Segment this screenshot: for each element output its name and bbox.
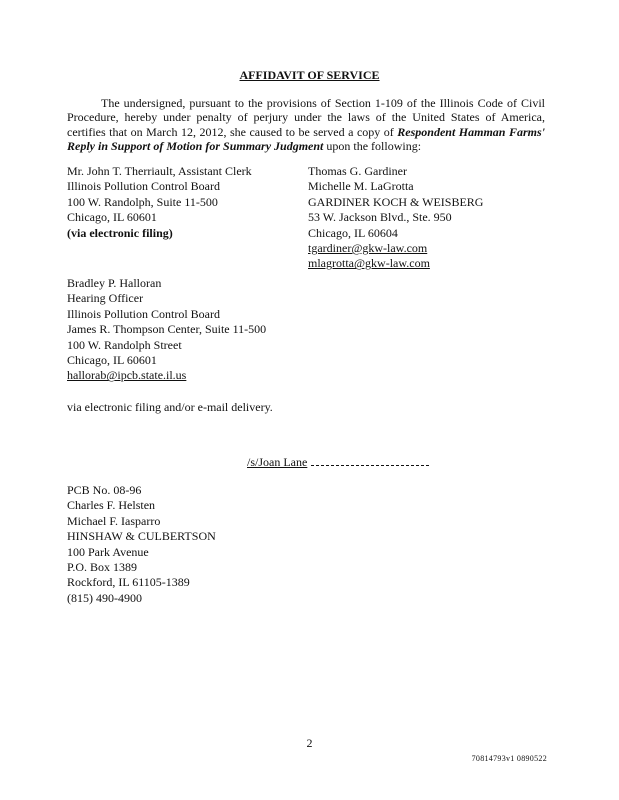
intro-text-after: upon the following: <box>323 138 422 153</box>
signature-line <box>247 455 429 469</box>
recipient-clerk <box>67 164 252 241</box>
hearing-officer-city: Chicago, IL 60601 <box>67 353 157 368</box>
document-id: 70814793v1 0890522 <box>471 754 547 763</box>
intro-paragraph <box>67 96 545 153</box>
recipient-counsel-address: 53 W. Jackson Blvd., Ste. 950 <box>308 210 452 225</box>
recipient-counsel <box>308 164 483 272</box>
footer-city: Rockford, IL 61105-1389 <box>67 575 190 590</box>
footer-phone: (815) 490-4900 <box>67 590 142 605</box>
hearing-officer-title: Hearing Officer <box>67 291 144 306</box>
recipient-clerk-delivery: (via electronic filing) <box>67 225 173 240</box>
recipient-counsel-firm: GARDINER KOCH & WEISBERG <box>308 194 484 209</box>
footer-street: 100 Park Avenue <box>67 544 149 559</box>
intro-text-before: The undersigned, pursuant to the provisions of Section 1-109 of the Illinois Code of Civil Procedure, hereby under penalty of perjury under the laws of the United States of America, certifies that on March 12, 2012, she caused to be served a copy of <box>67 96 545 139</box>
footer-counsel-block <box>67 483 216 606</box>
hearing-officer-street: 100 W. Randolph Street <box>67 337 182 352</box>
recipient-hearing-officer <box>67 276 266 384</box>
email-link-mlagrotta[interactable]: mlagrotta@gkw-law.com <box>308 256 430 271</box>
document-title: AFFIDAVIT OF SERVICE <box>239 68 380 82</box>
case-number: PCB No. 08-96 <box>67 483 142 497</box>
hearing-officer-name: Bradley P. Halloran <box>67 276 162 290</box>
page-number: 2 <box>306 736 313 750</box>
recipient-clerk-name: Mr. John T. Therriault, Assistant Clerk <box>67 164 252 178</box>
recipient-clerk-address: 100 W. Randolph, Suite 11-500 <box>67 194 218 209</box>
recipient-counsel-name2: Michelle M. LaGrotta <box>308 179 414 194</box>
hearing-officer-org: Illinois Pollution Control Board <box>67 306 221 321</box>
email-link-tgardiner[interactable]: tgardiner@gkw-law.com <box>308 241 428 256</box>
recipient-counsel-city: Chicago, IL 60604 <box>308 225 398 240</box>
footer-pobox: P.O. Box 1389 <box>67 560 138 575</box>
served-document-name: Respondent Hamman Farms' Reply in Support of Motion for Summary Judgment <box>67 124 545 153</box>
footer-attorney2: Michael F. Iasparro <box>67 513 161 528</box>
footer-attorney1: Charles F. Helsten <box>67 498 156 513</box>
delivery-note: via electronic filing and/or e-mail delivery. <box>67 400 273 414</box>
recipient-clerk-city: Chicago, IL 60601 <box>67 210 157 225</box>
signature-underline <box>311 455 429 466</box>
hearing-officer-building: James R. Thompson Center, Suite 11-500 <box>67 322 267 337</box>
recipient-clerk-org: Illinois Pollution Control Board <box>67 179 221 194</box>
footer-firm: HINSHAW & CULBERTSON <box>67 529 216 544</box>
signature: /s/Joan Lane <box>247 455 308 469</box>
email-link-hallorab[interactable]: hallorab@ipcb.state.il.us <box>67 368 187 383</box>
recipient-counsel-name1: Thomas G. Gardiner <box>308 164 407 178</box>
